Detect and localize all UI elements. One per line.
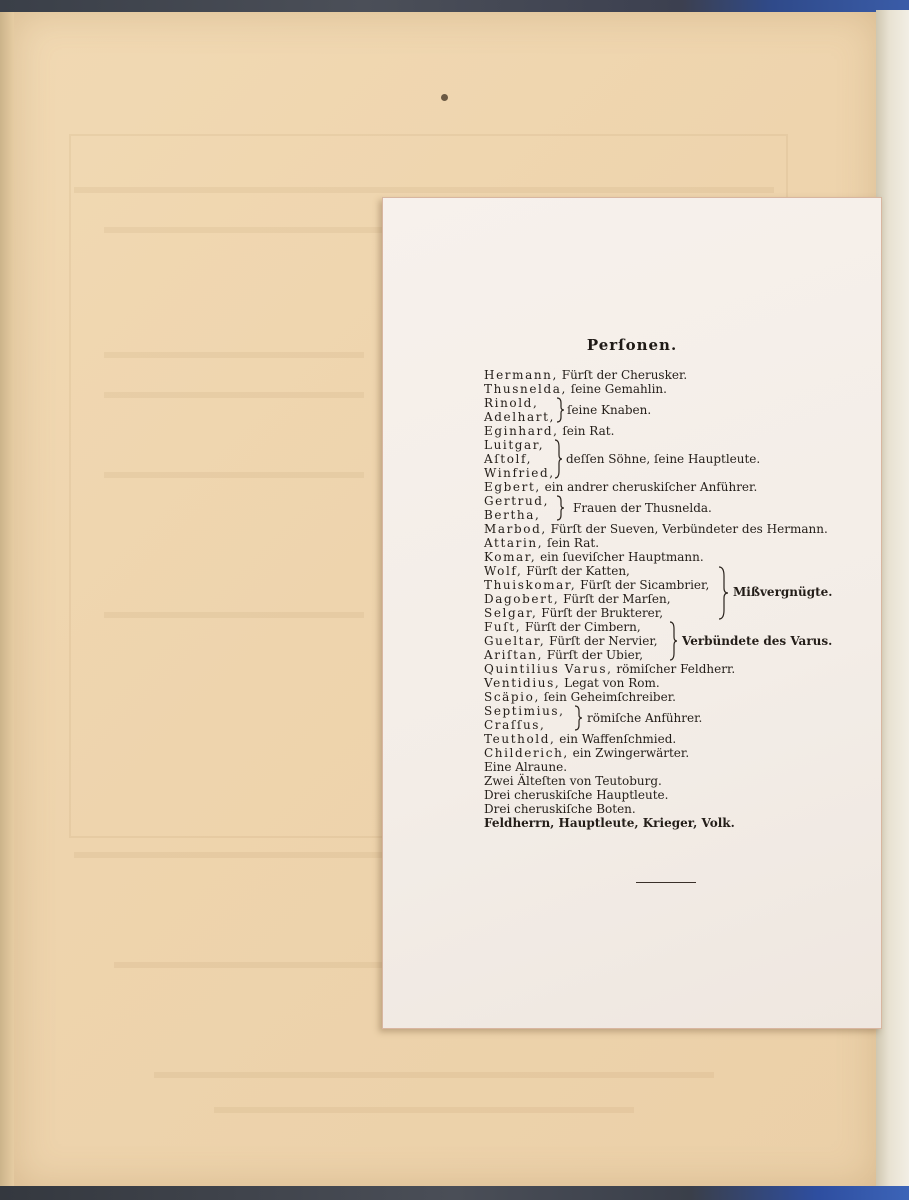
cast-line: Winfried, (484, 466, 555, 480)
cast-line: Teuthold, ein Waffenſchmied. (484, 732, 677, 746)
cast-line: Feldherrn, Hauptleute, Krieger, Volk. (484, 816, 735, 830)
cast-line: Gueltar, Fürſt der Nervier, (484, 634, 658, 648)
bleed-through-line (74, 187, 774, 193)
cast-heading: Perſonen. (586, 336, 678, 354)
cast-line: Luitgar, (484, 438, 545, 452)
cast-line: Rinold, (484, 396, 539, 410)
cast-line: Dagobert, Fürſt der Marſen, (484, 592, 671, 606)
back-page-edge (0, 12, 14, 1188)
cast-line: Eginhard, ſein Rat. (484, 424, 615, 438)
group-brace (717, 566, 729, 620)
cast-line: Thuiskomar, Fürſt der Sicambrier, (484, 578, 710, 592)
closing-rule (636, 882, 696, 883)
cast-line: Selgar, Fürſt der Brukterer, (484, 606, 664, 620)
group-label-anfuehrer: römiſche Anführer. (587, 711, 703, 725)
cast-line: Craſſus, (484, 718, 546, 732)
group-brace (553, 439, 563, 479)
cast-line: Fuſt, Fürſt der Cimbern, (484, 620, 641, 634)
cast-line: Gertrud, (484, 494, 550, 508)
ink-speck (441, 94, 448, 101)
cast-line: Eine Alraune. (484, 760, 568, 774)
cast-line: Quintilius Varus, römiſcher Feldherr. (484, 662, 736, 676)
group-brace (668, 621, 678, 661)
cast-line: Hermann, Fürſt der Cherusker. (484, 368, 688, 382)
book-frame-bottom (0, 1186, 909, 1200)
cast-line: Ventidius, Legat von Rom. (484, 676, 660, 690)
cast-line: Bertha, (484, 508, 541, 522)
cast-list-leaf (382, 197, 882, 1029)
cast-line: Wolf, Fürſt der Katten, (484, 564, 630, 578)
bleed-through-line (214, 1107, 634, 1113)
cast-line: Childerich, ein Zwingerwärter. (484, 746, 690, 760)
cast-line: Ariſtan, Fürſt der Ubier, (484, 648, 644, 662)
cast-line: Drei cheruskiſche Hauptleute. (484, 788, 669, 802)
group-brace (573, 705, 583, 731)
cast-line: Drei cheruskiſche Boten. (484, 802, 636, 816)
cast-line: Adelhart, (484, 410, 555, 424)
bleed-through-line (104, 392, 364, 398)
cast-line: Septimius, (484, 704, 565, 718)
cast-line: Egbert, ein andrer cheruskiſcher Anführer. (484, 480, 758, 494)
group-brace (555, 495, 565, 521)
book-frame-top (0, 0, 909, 12)
group-label-frauen: Frauen der Thusnelda. (573, 501, 712, 515)
group-label-verbuendete: Verbündete des Varus. (682, 634, 833, 648)
group-brace (555, 397, 565, 423)
bleed-through-line (104, 612, 364, 618)
bleed-through-line (154, 1072, 714, 1078)
group-label-soehne: deſſen Söhne, ſeine Hauptleute. (566, 452, 761, 466)
cast-line: Attarin, ſein Rat. (484, 536, 600, 550)
cast-line: Marbod, Fürſt der Sueven, Verbündeter des Hermann. (484, 522, 828, 536)
group-label-knaben: ſeine Knaben. (567, 403, 652, 417)
cast-line: Komar, ein ſueviſcher Hauptmann. (484, 550, 704, 564)
group-label-missvergnuegte: Mißvergnügte. (733, 585, 833, 599)
cast-line: Scäpio, ſein Geheimſchreiber. (484, 690, 676, 704)
bleed-through-line (104, 472, 364, 478)
cast-line: Zwei Älteſten von Teutoburg. (484, 774, 662, 788)
cast-line: Thusnelda, ſeine Gemahlin. (484, 382, 667, 396)
bleed-through-line (104, 352, 364, 358)
cast-line: Aſtolf, (484, 452, 533, 466)
